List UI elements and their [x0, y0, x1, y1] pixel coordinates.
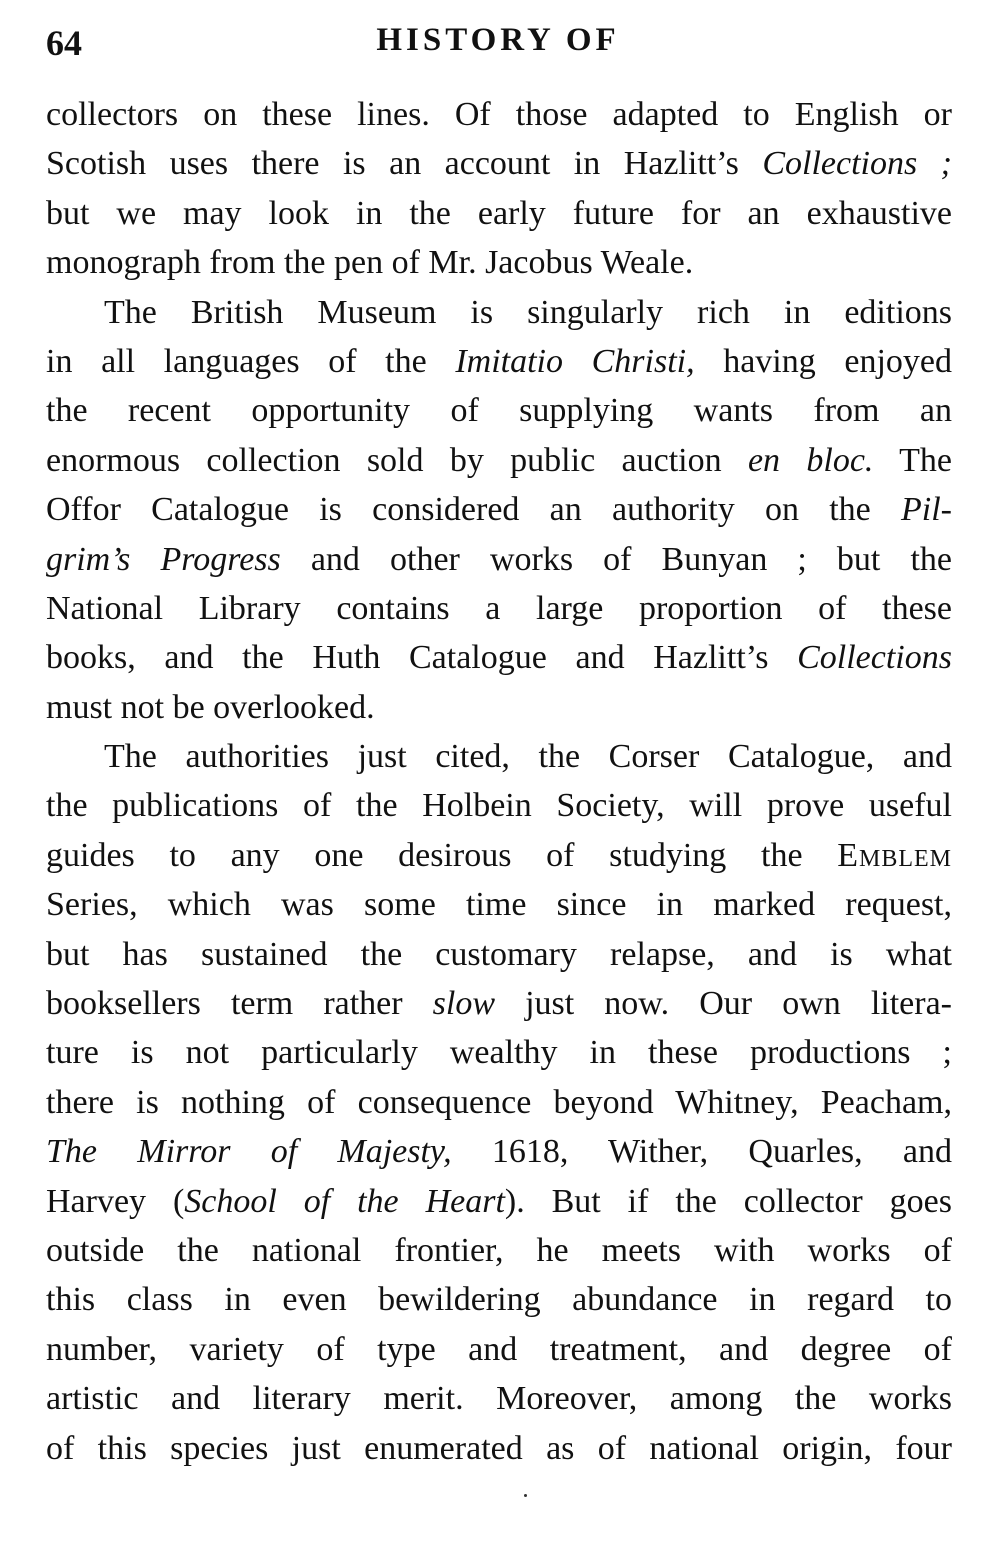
running-title: HISTORY OF	[376, 22, 620, 58]
text-line	[46, 633, 952, 682]
text-run: in all languages of the	[46, 342, 456, 380]
text-line: of this species just enumerated as of national origin, four	[46, 1429, 952, 1467]
text-line	[46, 1177, 952, 1226]
text-run: just now. Our own litera-	[495, 985, 952, 1023]
text-line	[46, 831, 952, 880]
text-line: The British Museum is singularly rich in editions	[104, 293, 952, 331]
text-line	[46, 1127, 952, 1176]
text-line	[46, 139, 952, 188]
text-run: Offor Catalogue is considered an authority on the	[46, 491, 902, 529]
text-line: outside the national frontier, he meets with works of	[46, 1231, 952, 1269]
text-line: this class in even bewildering abundance in regard to	[46, 1281, 952, 1319]
text-line: number, variety of type and treatment, and degree of	[46, 1330, 952, 1368]
italic-title: Collections ;	[762, 145, 952, 183]
italic-title: Collections	[797, 639, 952, 677]
text-run: 1618, Wither, Quarles, and	[451, 1133, 952, 1171]
text-line: collectors on these lines. Of those adapted to English or	[46, 96, 952, 133]
text-line: ture is not particularly wealthy in these productions ;	[46, 1034, 952, 1072]
text-run: and other works of Bunyan ; but the	[280, 540, 952, 578]
text-line	[46, 485, 952, 534]
small-caps-term: Emblem	[837, 836, 952, 874]
italic-title: School of the Heart	[184, 1182, 505, 1220]
italic-title: Pil-	[901, 491, 952, 529]
text-run: Harvey (	[46, 1182, 185, 1220]
text-line	[46, 436, 952, 485]
text-line: The authorities just cited, the Corser Catalogue, and	[104, 738, 952, 776]
text-line: artistic and literary merit. Moreover, among the works	[46, 1380, 952, 1418]
italic-word: slow	[432, 985, 496, 1023]
text-line: but has sustained the customary relapse, and is what	[46, 935, 952, 973]
text-line: the publications of the Holbein Society, will prove useful	[46, 787, 952, 825]
text-line: there is nothing of consequence beyond Whitney, Peacham,	[46, 1083, 952, 1121]
text-run: having enjoyed	[694, 342, 952, 380]
body-text	[46, 90, 952, 1473]
text-run: Scotish uses there is an account in Hazlitt’s	[46, 145, 763, 183]
italic-phrase: en bloc.	[747, 441, 874, 479]
italic-title: Imitatio Christi,	[455, 342, 695, 380]
text-line: National Library contains a large proportion of these	[46, 589, 952, 627]
text-run: enormous collection sold by public auction	[46, 441, 748, 479]
text-run: ). But if the collector goes	[504, 1182, 952, 1220]
text-run: booksellers term rather	[46, 985, 433, 1023]
text-run: The	[873, 441, 952, 479]
page-number: 64	[46, 23, 82, 63]
text-line	[46, 337, 952, 386]
italic-title: grim’s Progress	[46, 540, 281, 578]
text-line	[46, 535, 952, 584]
text-run: books, and the Huth Catalogue and Hazlitt’s	[46, 639, 798, 677]
text-run: guides to any one desirous of studying the	[46, 836, 838, 874]
page-header	[46, 22, 950, 82]
text-line: Series, which was some time since in marked request,	[46, 886, 952, 924]
text-line: must not be overlooked.	[46, 688, 375, 726]
italic-title: The Mirror of Majesty,	[46, 1133, 452, 1171]
text-line	[46, 979, 952, 1028]
text-line: monograph from the pen of Mr. Jacobus Weale.	[46, 244, 694, 282]
ink-speck	[524, 1494, 527, 1497]
text-line: but we may look in the early future for an exhaustive	[46, 194, 952, 232]
text-line: the recent opportunity of supplying wants from an	[46, 392, 952, 430]
